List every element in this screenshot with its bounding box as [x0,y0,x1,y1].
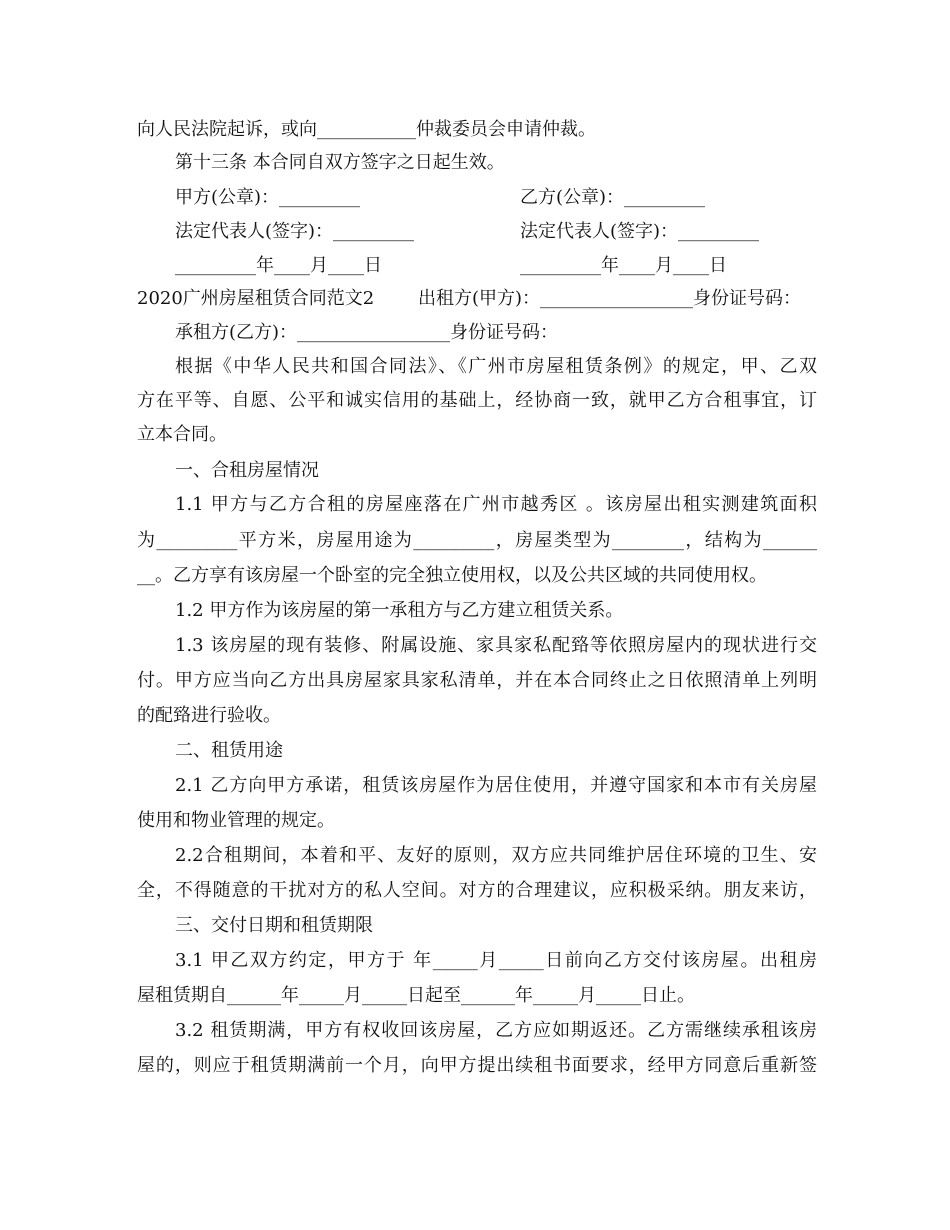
intro-line-3: 立本合同。 [137,424,227,445]
party-a-rep-field: 法定代表人(签字)：_________ [175,221,415,242]
article-13-line: 第十三条 本合同自双方签字之日起生效。 [175,152,505,173]
clause-1-3-line-2: 付。甲方应当向乙方出具房屋家具家私清单，并在本合同终止之日依照清单上列明 [137,670,817,691]
intro-line-2: 方在平等、自愿、公平和诚实信用的基础上，经协商一致，就甲乙方合租事宜，订 [137,390,817,411]
clause-3-2-line-1: 3.2 租赁期满，甲方有权收回该房屋，乙方应如期返还。乙方需继续承租该房 [175,1020,817,1041]
clause-3-2-line-2: 屋的，则应于租赁期满前一个月，向甲方提出续租书面要求，经甲方同意后重新签 [137,1055,817,1076]
clause-1-1-line-1: 1.1 甲方与乙方合租的房屋座落在广州市越秀区 。该房屋出租实测建筑面积 [175,494,817,515]
clause-3-1-line-1: 3.1 甲乙双方约定，甲方于 年_____月_____日前向乙方交付该房屋。出租房 [175,950,817,971]
section-heading-1: 一、合租房屋情况 [175,460,319,481]
section-heading-2: 二、租赁用途 [175,740,283,761]
text-line-arbitration: 向人民法院起诉，或向___________仲裁委员会申请仲裁。 [137,119,596,140]
clause-2-1-line-2: 使用和物业管理的规定。 [137,810,335,831]
party-b-rep-field: 法定代表人(签字)：_________ [520,221,760,242]
clause-1-3-line-1: 1.3 该房屋的现有装修、附属设施、家具家私配臵等依照房屋内的现状进行交 [175,635,817,656]
party-a-seal-field: 甲方(公章)：_________ [175,187,361,208]
clause-1-1-line-3: __。乙方享有该房屋一个卧室的完全独立使用权，以及公共区域的共同使用权。 [137,565,767,586]
clause-1-1-line-2: 为_________平方米，房屋用途为_________，房屋类型为________，结构为______ [137,530,817,551]
clause-2-2-line-1: 2.2合租期间，本着和平、友好的原则，双方应共同维护居住环境的卫生、安 [175,845,817,866]
intro-line-1: 根据《中华人民共和国合同法》、《广州市房屋租赁条例》的规定，甲、乙双 [175,356,817,377]
contract-title: 2020广州房屋租赁合同范文2 [137,288,375,309]
lessee-field: 承租方(乙方)：_________________身份证号码： [175,322,559,343]
clause-1-2: 1.2 甲方作为该房屋的第一承租方与乙方建立租赁关系。 [175,600,624,621]
clause-1-3-line-3: 的配臵进行验收。 [137,705,281,726]
party-b-seal-field: 乙方(公章)：_________ [520,187,706,208]
clause-2-2-line-2: 全，不得随意的干扰对方的私人空间。对方的合理建议，应积极采纳。朋友来访， [137,880,817,901]
clause-3-1-line-2: 屋租赁期自______年_____月_____日起至______年_____月_____日止。 [137,985,695,1006]
party-b-date-field: _________年____月____日 [520,255,727,276]
clause-2-1-line-1: 2.1 乙方向甲方承诺，租赁该房屋作为居住使用，并遵守国家和本市有关房屋 [175,775,817,796]
lessor-field: 出租方(甲方)：_________________身份证号码： [418,288,802,309]
section-heading-3: 三、交付日期和租赁期限 [175,915,373,936]
party-a-date-field: _________年____月____日 [175,255,382,276]
